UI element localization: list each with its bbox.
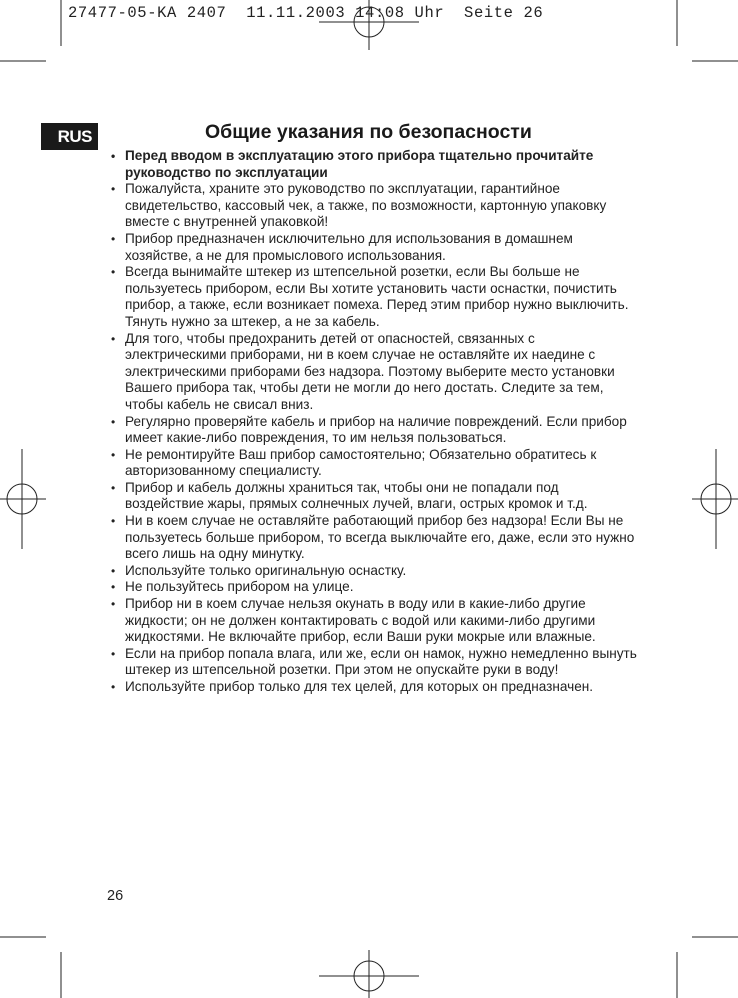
registration-mark-left <box>0 449 46 549</box>
safety-item <box>107 679 637 696</box>
bullet-icon: • <box>111 580 116 595</box>
bullet-icon: • <box>111 646 116 661</box>
safety-item-text: Регулярно проверяйте кабель и прибор на наличие повреждений. Если прибор имеет какие-либо повреждения, то им нельзя пользоваться. <box>125 413 627 446</box>
safety-item <box>107 596 637 646</box>
safety-item-text: Если на прибор попала влага, или же, если он намок, нужно немедленно вынуть штекер из штепсельной розетки. При этом не опускайте руки в воду! <box>125 645 637 678</box>
safety-item-text: Прибор ни в коем случае нельзя окунать в воду или в какие-либо другие жидкости; он не должен контактировать с водой или какими-либо другими жидкостями. Не включайте прибор, если Ваши руки мокрые или влажные. <box>125 596 596 645</box>
page-number: 26 <box>107 888 124 904</box>
safety-item-text: Используйте только оригинальную оснастку. <box>125 562 407 578</box>
bullet-icon: • <box>111 480 116 495</box>
safety-item <box>107 231 637 264</box>
bullet-icon: • <box>111 182 116 197</box>
safety-item <box>107 447 637 480</box>
safety-item-text: Перед вводом в эксплуатацию этого прибора тщательно прочитайте руководство по эксплуатации <box>125 148 594 180</box>
safety-item <box>107 480 637 513</box>
safety-item <box>107 563 637 580</box>
section-title: Общие указания по безопасности <box>205 121 532 143</box>
safety-item <box>107 331 637 414</box>
registration-mark-right <box>692 449 738 549</box>
safety-item <box>107 513 637 563</box>
bullet-icon: • <box>111 514 116 529</box>
safety-item <box>107 264 637 330</box>
safety-item-text: Пожалуйста, храните это руководство по эксплуатации, гарантийное свидетельство, кассовый чек, а также, по возможности, картонную упаковку вместе с внутренней упаковкой! <box>125 181 607 230</box>
bullet-icon: • <box>111 680 116 694</box>
bullet-icon: • <box>111 414 116 429</box>
safety-item <box>107 181 637 231</box>
safety-item <box>107 579 637 596</box>
safety-item-text: Ни в коем случае не оставляйте работающий прибор без надзора! Если Вы не пользуетесь больше прибором, то всегда выключайте его, даже, если это нужно всего лишь на одну минутку. <box>125 513 635 562</box>
print-slug: 27477-05-KA 2407 11.11.2003 14:08 Uhr Seite 26 <box>68 4 544 22</box>
registration-mark-bottom <box>319 950 419 998</box>
bullet-icon: • <box>111 231 116 246</box>
safety-item-text: Для того, чтобы предохранить детей от опасностей, связанных с электрическими приборами, ни в коем случае не оставляйте их наедине с электрическими приборами без надзора. Поэтому выберите место установки Вашего прибора так, чтобы дети не могли до него достать. Следите за тем, чтобы кабель не свисал вниз. <box>125 330 615 412</box>
language-tab: RUS <box>41 123 98 150</box>
bullet-icon: • <box>111 331 116 346</box>
safety-item-text: Используйте прибор только для тех целей, для которых он предназначен. <box>125 679 594 694</box>
bullet-icon: • <box>111 265 116 280</box>
safety-item <box>107 646 637 679</box>
bullet-icon: • <box>111 447 116 462</box>
registration-mark-top <box>319 0 419 50</box>
safety-item-text: Не пользуйтесь прибором на улице. <box>125 579 354 595</box>
bullet-icon: • <box>111 597 116 612</box>
safety-item <box>107 148 637 181</box>
safety-item-text: Всегда вынимайте штекер из штепсельной розетки, если Вы больше не пользуетесь прибором, если Вы хотите установить части оснастки, почистить прибор, а также, если возникает помеха. Перед этим прибор нужно выключить. Тянуть нужно за штекер, а не за кабель. <box>125 264 629 329</box>
safety-instructions-list <box>107 148 637 696</box>
safety-item-text: Прибор предназначен исключительно для использования в домашнем хозяйстве, а не для промыслового использования. <box>125 230 573 263</box>
bullet-icon: • <box>111 563 116 578</box>
bullet-icon: • <box>111 149 116 163</box>
safety-item <box>107 414 637 447</box>
safety-item-text: Не ремонтируйте Ваш прибор самостоятельно; Обязательно обратитесь к авторизованному специалисту. <box>125 446 597 479</box>
safety-item-text: Прибор и кабель должны храниться так, чтобы они не попадали под воздействие жары, прямых солнечных лучей, влаги, острых кромок и т.д. <box>125 479 588 512</box>
